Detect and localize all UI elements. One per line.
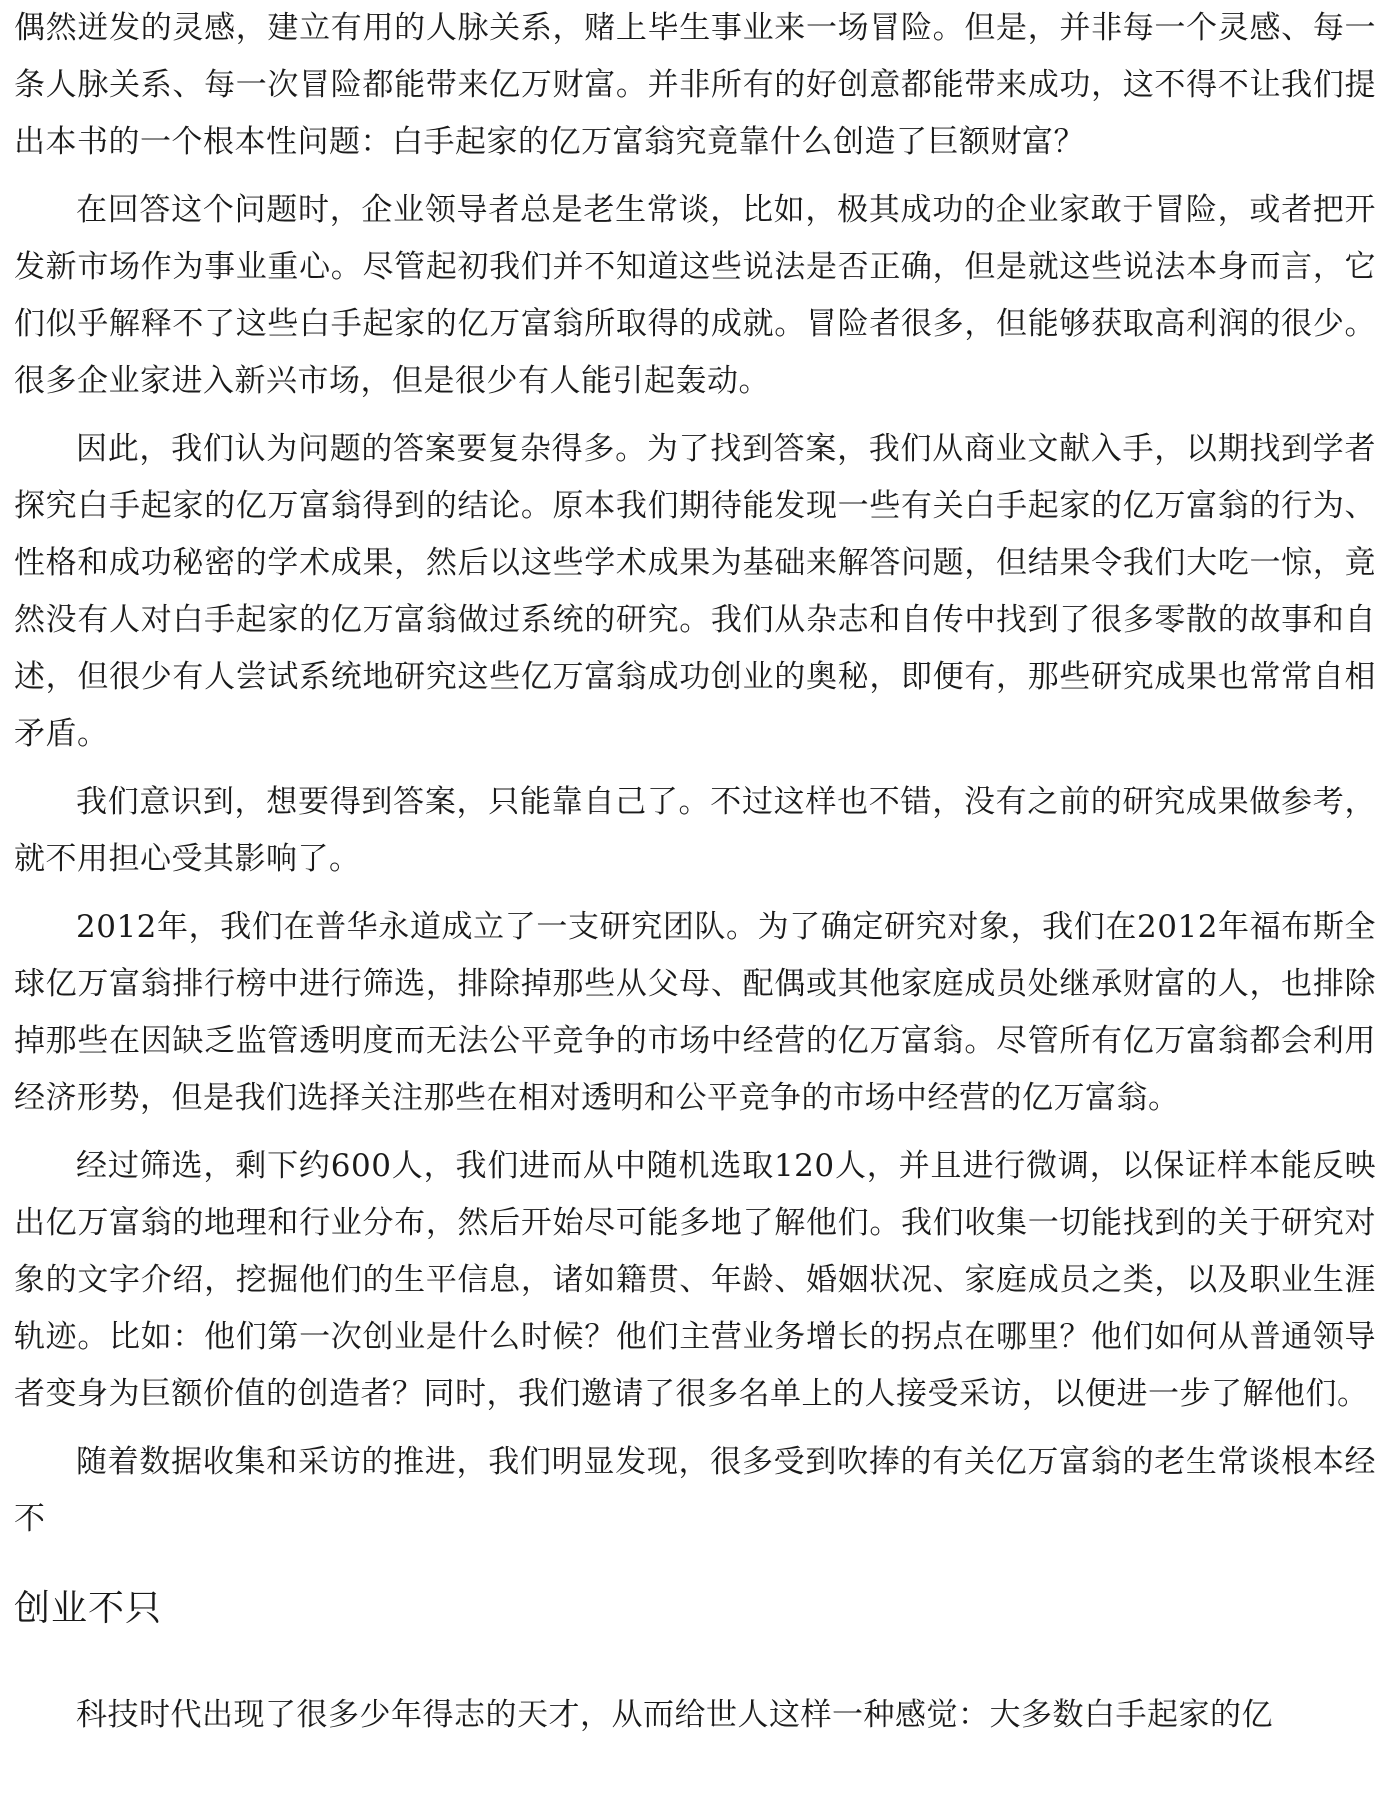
section-spacing <box>14 1637 1376 1687</box>
paragraph: 在回答这个问题时，企业领导者总是老生常谈，比如，极其成功的企业家敢于冒险，或者把开发新市场作为事业重心。尽管起初我们并不知道这些说法是否正确，但是就这些说法本身而言，它们似乎解释不了这些白手起家的亿万富翁所取得的成就。冒险者很多，但能够获取高利润的很少。很多企业家进入新兴市场，但是很少有人能引起轰动。 <box>14 192 1376 399</box>
paragraph: 偶然迸发的灵感，建立有用的人脉关系，赌上毕生事业来一场冒险。但是，并非每一个灵感、每一条人脉关系、每一次冒险都能带来亿万财富。并非所有的好创意都能带来成功，这不得不让我们提出本书的一个根本性问题：白手起家的亿万富翁究竟靠什么创造了巨额财富？ <box>14 10 1376 160</box>
paragraph-spacing <box>14 410 1376 421</box>
paragraph-spacing <box>14 1127 1376 1138</box>
section-heading: 创业不只 <box>14 1588 163 1629</box>
document-page <box>14 0 1376 1744</box>
paragraph-spacing <box>14 171 1376 182</box>
paragraph: 2012年，我们在普华永道成立了一支研究团队。为了确定研究对象，我们在2012年福布斯全球亿万富翁排行榜中进行筛选，排除掉那些从父母、配偶或其他家庭成员处继承财富的人，也排除掉那些在因缺乏监管透明度而无法公平竞争的市场中经营的亿万富翁。尽管所有亿万富翁都会利用经济形势，但是我们选择关注那些在相对透明和公平竞争的市场中经营的亿万富翁。 <box>14 909 1376 1116</box>
paragraph-spacing <box>14 1423 1376 1434</box>
section-spacing <box>14 1548 1376 1580</box>
paragraph: 因此，我们认为问题的答案要复杂得多。为了找到答案，我们从商业文献入手，以期找到学者探究白手起家的亿万富翁得到的结论。原本我们期待能发现一些有关白手起家的亿万富翁的行为、性格和成功秘密的学术成果，然后以这些学术成果为基础来解答问题，但结果令我们大吃一惊，竟然没有人对白手起家的亿万富翁做过系统的研究。我们从杂志和自传中找到了很多零散的故事和自述，但很少有人尝试系统地研究这些亿万富翁成功创业的奥秘，即便有，那些研究成果也常常自相矛盾。 <box>14 431 1376 752</box>
paragraph-spacing <box>14 763 1376 774</box>
paragraph: 我们意识到，想要得到答案，只能靠自己了。不过这样也不错，没有之前的研究成果做参考，就不用担心受其影响了。 <box>14 784 1376 877</box>
paragraph: 随着数据收集和采访的推进，我们明显发现，很多受到吹捧的有关亿万富翁的老生常谈根本经不 <box>14 1444 1376 1537</box>
paragraph: 经过筛选，剩下约600人，我们进而从中随机选取120人，并且进行微调，以保证样本能反映出亿万富翁的地理和行业分布，然后开始尽可能多地了解他们。我们收集一切能找到的关于研究对象的文字介绍，挖掘他们的生平信息，诸如籍贯、年龄、婚姻状况、家庭成员之类，以及职业生涯轨迹。比如：他们第一次创业是什么时候？他们主营业务增长的拐点在哪里？他们如何从普通领导者变身为巨额价值的创造者？同时，我们邀请了很多名单上的人接受采访，以便进一步了解他们。 <box>14 1148 1376 1412</box>
paragraph-spacing <box>14 888 1376 899</box>
paragraph: 科技时代出现了很多少年得志的天才，从而给世人这样一种感觉：大多数白手起家的亿 <box>76 1697 1273 1733</box>
